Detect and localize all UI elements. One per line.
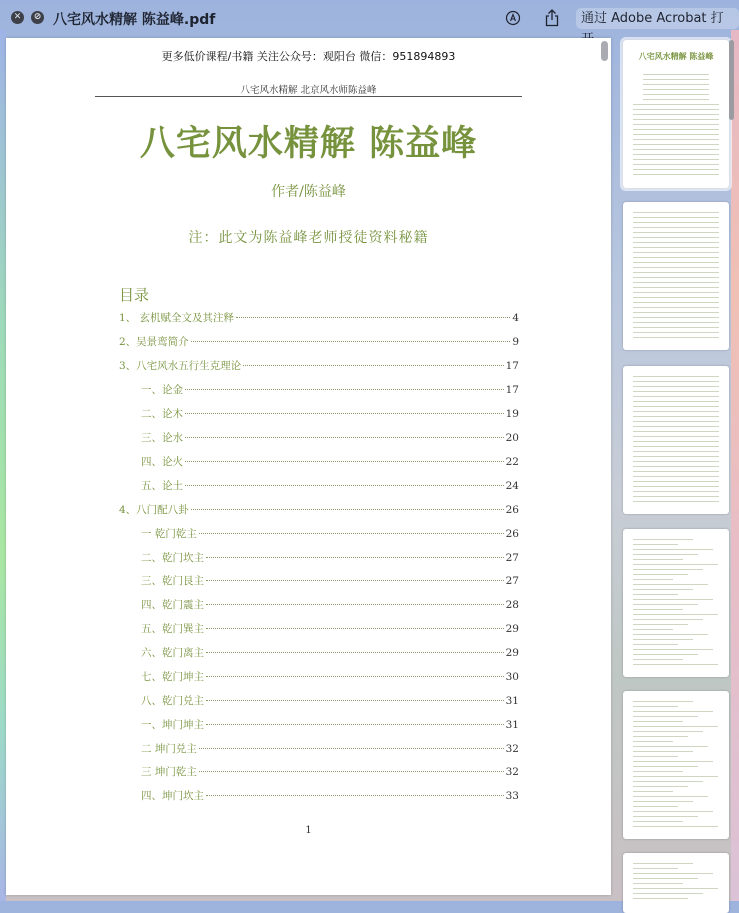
thumbnail-text-line [633,376,719,377]
note-line: 注：此文为陈益峰老师授徒资料秘籍 [188,230,429,246]
thumbnail-text-line [633,863,693,864]
toc-entry-label: 二、乾门坎主 [141,552,204,564]
thumbnail-text-line [633,781,703,782]
thumbnail-text-line [633,569,703,570]
thumbnail-text-line [633,262,719,263]
thumbnail-text-line [643,99,709,100]
toc-entry-label: 五、论土 [141,480,183,492]
thumbnail-text-line [633,721,683,722]
thumbnail-text-line [633,639,693,640]
thumbnail-text-line [633,332,719,333]
main-scrollbar[interactable] [601,41,608,61]
thumbnail-text-line [633,796,708,797]
toc-entry[interactable] [141,693,519,713]
toc-leader-dots [199,533,504,534]
toc-entry-page: 31 [505,719,519,731]
thumbnail-text-line [633,149,719,150]
thumbnail-text-line [633,104,719,105]
thumbnail-text-line [633,654,698,655]
thumbnail-text-line [633,706,678,707]
toc-entry-label: 三、乾门艮主 [141,575,204,587]
page-number: 1 [305,825,312,836]
thumbnail-text-line [633,701,693,702]
thumbnail-text-line [633,893,703,894]
thumbnail-text-line [633,741,673,742]
toc-entry-page: 26 [505,504,519,516]
toc-entry-page: 20 [505,432,519,444]
thumbnail-text-line [643,74,709,75]
thumbnail-text-line [633,242,719,243]
thumbnail-text-line [643,94,709,95]
thumbnail-text-line [633,139,719,140]
thumbnail-text-line [633,816,698,817]
thumbnail-text-line [633,297,719,298]
thumbnail-text-line [633,476,719,477]
thumbnail-text-line [633,564,718,565]
thumbnail-text-line [633,386,719,387]
thumbnail-text-line [633,396,719,397]
toc-entry-page: 33 [505,790,519,802]
toc-entry[interactable] [119,358,519,378]
toc-entry-label: 1、 玄机赋全文及其注释 [119,312,235,324]
thumbnail-text-line [633,307,719,308]
thumbnail-text-line [633,609,683,610]
toc-entry-page: 31 [505,695,519,707]
toc-entry-label: 4、八门配八卦 [119,504,189,516]
thumbnail-text-line [633,574,688,575]
toc-entry-label: 一 乾门乾主 [141,528,197,540]
toc-entry[interactable] [141,478,519,498]
thumbnail-text-line [633,109,719,110]
thumbnail-text-line [633,888,718,889]
toc-entry-label: 七、乾门坤主 [141,671,204,683]
thumbnail-text-line [633,124,719,125]
thumbnail-text-line [633,337,719,338]
toc-entry[interactable] [141,645,519,665]
thumbnail-text-line [633,579,673,580]
thumbnail-text-line [633,481,719,482]
thumbnail-text-line [633,272,719,273]
toc-leader-dots [206,580,504,581]
toc-entry[interactable] [141,573,519,593]
thumbnail-text-line [633,736,688,737]
thumbnail-text-line [633,883,683,884]
thumbnail-text-line [633,174,719,175]
toc-leader-dots [236,317,510,318]
thumbnail-text-line [633,327,719,328]
thumbnail-text-line [633,426,719,427]
thumbnail-text-line [633,451,719,452]
toc-entry-label: 2、吴景鸾简介 [119,336,189,348]
thumbnail-page-5[interactable] [623,691,729,839]
toc-entry[interactable] [141,382,519,402]
toc-entry-label: 一、坤门坤主 [141,719,204,731]
toc-entry-page: 27 [505,575,519,587]
thumbnail-text-line [633,731,703,732]
thumbnail-text-line [633,776,718,777]
toc-entry[interactable] [141,741,519,761]
toc-leader-dots [206,557,504,558]
minimize-button[interactable] [31,11,44,24]
thumbnail-text-line [633,634,708,635]
share-icon [544,9,560,27]
thumbnail-text-line [633,539,693,540]
thumbnail-text-line [633,711,713,712]
toc-leader-dots [206,652,504,653]
toc-entry[interactable] [141,430,519,450]
thumbnail-page-1[interactable] [623,40,729,188]
toc-entry[interactable] [141,669,519,689]
toc-entry[interactable] [141,550,519,570]
thumbnail-text-line [633,119,719,120]
thumbnail-text-line [633,806,678,807]
thumbnail-text-line [633,811,713,812]
toc-leader-dots [206,795,504,796]
toc-entry-label: 二 坤门兑主 [141,743,197,755]
thumbnail-text-line [633,501,719,502]
thumbnail-text-line [633,549,713,550]
toc-entry-label: 八、乾门兑主 [141,695,204,707]
thumbnail-text-line [633,746,708,747]
thumbnail-text-line [633,471,719,472]
close-button[interactable] [11,11,24,24]
toc-entry[interactable] [119,334,519,354]
toc-leader-dots [191,341,511,342]
toc-entry-label: 3、八宅风水五行生克理论 [119,360,242,372]
thumbnail-text-line [633,154,719,155]
thumbnail-text-line [633,801,693,802]
thumbnail-page-3[interactable] [623,366,729,514]
thumbnail-text-line [633,401,719,402]
toc-entry-page: 19 [505,408,519,420]
toc-entry-page: 27 [505,552,519,564]
thumbnail-text-line [633,726,718,727]
toc-leader-dots [185,413,504,414]
thumbnail-text-line [633,559,683,560]
toc-leader-dots [185,389,504,390]
thumbnail-text-line [633,446,719,447]
thumbnail-text-line [633,761,713,762]
thumbnail-sidebar [617,36,739,901]
toc-entry[interactable] [141,454,519,474]
promo-text: 更多低价课程/书籍 关注公众号：观阳台 微信：951894893 [161,50,456,63]
toc-entry-page: 29 [505,623,519,635]
thumbnail-text-line [633,441,719,442]
open-in-acrobat-button[interactable]: 通过 Adobe Acrobat 打 [576,8,739,29]
thumbnail-text-line [633,544,678,545]
pdf-page [6,38,611,895]
thumbnail-text-line [633,554,698,555]
thumbnail-text-line [633,227,719,228]
thumbnail-text-line [633,302,719,303]
thumbnail-text-line [633,381,719,382]
thumbnail-text-line [633,649,713,650]
toc-entry[interactable] [141,764,519,784]
thumbnail-page-4[interactable] [623,529,729,677]
toc-entry-page: 22 [505,456,519,468]
thumbnail-text-line [633,614,718,615]
toc-entry[interactable] [141,406,519,426]
thumbnail-text-line [633,282,719,283]
toc-leader-dots [199,748,504,749]
toc-entry-page: 28 [505,599,519,611]
toc-entry-page: 32 [505,743,519,755]
thumbnail-text-line [633,664,718,665]
thumbnail-text-line [633,247,719,248]
toc-entry-page: 9 [512,336,519,348]
toc-entry-page: 24 [505,480,519,492]
toc-entry-label: 五、乾门巽主 [141,623,204,635]
thumbnail-text-line [633,292,719,293]
thumbnail-text-line [643,89,709,90]
thumbnail-text-line [633,599,713,600]
toc-entry[interactable] [141,597,519,617]
thumbnail-text-line [633,486,719,487]
thumbnail-text-line [633,164,719,165]
toc-leader-dots [206,604,504,605]
toc-entry-label: 二、论木 [141,408,183,420]
toc-entry-label: 三、论水 [141,432,183,444]
thumbnail-text-line [633,878,698,879]
toc-entry-page: 17 [505,360,519,372]
toc-entry-page: 4 [512,312,519,324]
thumbnail-text-line [633,222,719,223]
thumbnail-text-line [633,584,708,585]
thumbnail-text-line [633,898,688,899]
thumbnail-text-line [633,766,698,767]
thumbnail-text-line [633,594,678,595]
toc-leader-dots [206,676,504,677]
thumbnail-text-line [633,144,719,145]
toc-entry[interactable] [141,717,519,737]
toc-entry-label: 四、乾门震主 [141,599,204,611]
thumbnail-text-line [633,456,719,457]
header-divider [95,96,522,97]
toc-leader-dots [185,437,504,438]
share-button[interactable] [542,8,562,28]
thumbnail-text-line [633,257,719,258]
author-line: 作者/陈益峰 [271,184,346,200]
pen-circle-icon [505,10,521,26]
toc-entry[interactable] [141,526,519,546]
thumbnail-text-line [633,322,719,323]
thumbnail-text-line [633,232,719,233]
toc-leader-dots [191,509,504,510]
toc-leader-dots [206,724,504,725]
thumbnail-text-line [633,771,683,772]
toc-leader-dots [206,700,504,701]
thumbnail-text-line [633,411,719,412]
toc-heading: 目录 [119,286,150,304]
toc-entry-page: 30 [505,671,519,683]
thumbnail-text-line [633,786,688,787]
thumbnail-text-line [633,391,719,392]
thumbnail-text-line [633,624,688,625]
thumbnail-text-line [633,604,698,605]
toc-leader-dots [199,771,504,772]
toc-entry-label: 六、乾门离主 [141,647,204,659]
thumbnail-text-line [633,217,719,218]
toc-entry-label: 四、论火 [141,456,183,468]
thumbnail-text-line [633,267,719,268]
thumbnail-text-line [633,716,698,717]
toc-leader-dots [206,628,504,629]
thumbnail-text-line [633,114,719,115]
toc-entry-label: 三 坤门乾主 [141,766,197,778]
toc-entry-label: 四、坤门坎主 [141,790,204,802]
thumbnail-text-line [633,134,719,135]
toc-leader-dots [243,365,503,366]
sidebar-scrollbar[interactable] [729,40,734,120]
toc-leader-dots [185,485,504,486]
thumbnail-text-line [633,436,719,437]
thumbnail-text-line [633,312,719,313]
close-icon: ✕ [13,12,22,22]
thumbnail-text-line [633,212,719,213]
thumbnail-text-line [633,416,719,417]
thumbnail-text-line [633,406,719,407]
toc-entry-page: 29 [505,647,519,659]
thumbnail-text-line [633,826,718,827]
thumbnail-text-line [633,129,719,130]
toc-entry[interactable] [119,310,519,330]
thumbnail-page-6[interactable] [623,853,729,913]
thumbnail-text-line [633,252,719,253]
page-header: 八宅风水精解 北京风水师陈益峰 [240,85,377,96]
toc-leader-dots [185,461,504,462]
thumbnail-text-line [633,821,683,822]
thumbnail-text-line [633,751,693,752]
thumbnail-text-line [633,659,683,660]
thumbnail-text-line [633,873,713,874]
document-main-title: 八宅风水精解 陈益峰 [139,124,478,164]
thumbnail-text-line [633,421,719,422]
thumbnail-text-line [633,644,678,645]
thumbnail-title: 八宅风水精解 陈益峰 [638,52,714,61]
thumbnail-text-line [633,461,719,462]
toc-entry[interactable] [141,621,519,641]
thumbnail-text-line [633,287,719,288]
thumbnail-text-line [633,868,678,869]
thumbnail-text-line [633,159,719,160]
thumbnail-text-line [643,79,709,80]
thumbnail-text-line [633,791,673,792]
thumbnail-text-line [633,237,719,238]
thumbnail-text-line [633,629,673,630]
thumbnail-text-line [633,317,719,318]
thumbnail-text-line [633,589,693,590]
title-bar [0,0,739,36]
minus-icon: ⊘ [33,12,42,22]
thumbnail-text-line [643,84,709,85]
thumbnail-text-line [633,277,719,278]
thumbnail-text-line [633,491,719,492]
markup-button[interactable] [503,8,523,28]
thumbnail-text-line [633,431,719,432]
thumbnail-text-line [633,496,719,497]
toc-entry-label: 一、论金 [141,384,183,396]
toc-entry-page: 32 [505,766,519,778]
toc-entry[interactable] [141,788,519,808]
thumbnail-text-line [633,619,703,620]
toc-entry-page: 17 [505,384,519,396]
toc-entry-page: 26 [505,528,519,540]
thumbnail-page-2[interactable] [623,202,729,350]
thumbnail-text-line [633,169,719,170]
thumbnail-text-line [633,756,678,757]
document-title: 八宅风水精解 陈益峰.pdf [53,12,216,28]
thumbnail-text-line [633,466,719,467]
toc-entry[interactable] [119,502,519,522]
